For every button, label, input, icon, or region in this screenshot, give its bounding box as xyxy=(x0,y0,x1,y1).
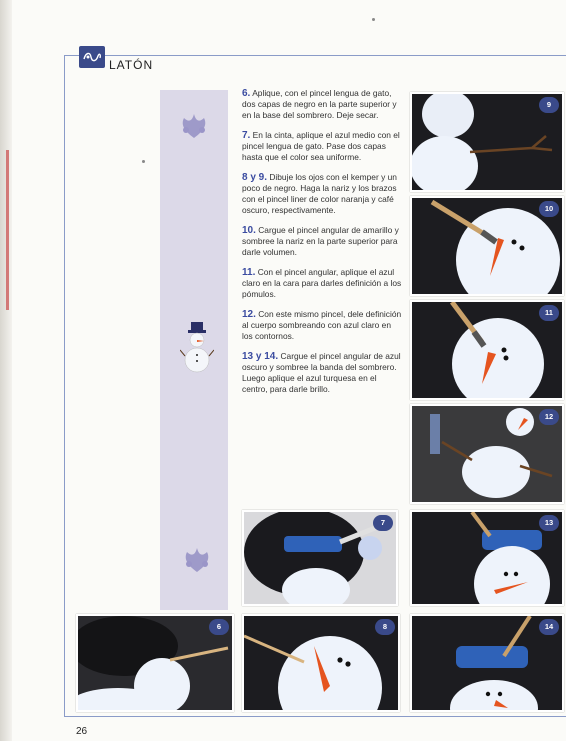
photo-number-badge: 6 xyxy=(209,619,229,635)
step-8-9: 8 y 9. Dibuje los ojos con el kemper y un poco de negro. Haga la nariz y los brazos con el pincel liner de color naranja y café oscuro, respectivamente. xyxy=(242,172,397,215)
page-binding-edge xyxy=(0,0,12,741)
small-snowman-icon xyxy=(180,320,214,386)
photo-number-badge: 11 xyxy=(539,305,559,321)
photo-number-badge: 9 xyxy=(539,97,559,113)
photo-number-badge: 7 xyxy=(373,515,393,531)
page-number: 26 xyxy=(76,726,88,737)
step-11: 11. Con el pincel angular, aplique el azul claro en la cara para darles definición a los pómulos. xyxy=(242,267,402,299)
step-10: 10. Cargue el pincel angular de amarillo y sombree la nariz en la parte superior para darle volumen. xyxy=(242,225,399,257)
frame-bottom-rule xyxy=(64,716,566,717)
fleur-ornament-icon xyxy=(178,540,216,576)
step-photo-10 xyxy=(410,196,564,296)
step-photo-8 xyxy=(242,614,400,712)
step-7: 7. En la cinta, aplique el azul medio con el pincel lengua de gato. Pase dos capas hasta que el color sea uniforme. xyxy=(242,130,400,162)
print-speck xyxy=(372,18,375,21)
step-6: 6. Aplique, con el pincel lengua de gato, dos capas de negro en la parte superior y en la base del sombrero. Deje secar. xyxy=(242,88,397,120)
photo-number-badge: 12 xyxy=(539,409,559,425)
step-photo-6 xyxy=(76,614,234,712)
print-speck xyxy=(142,160,145,163)
step-photo-14 xyxy=(410,614,564,712)
section-title: LATÓN xyxy=(109,58,154,72)
photo-number-badge: 13 xyxy=(539,515,559,531)
instructions-column xyxy=(242,88,402,404)
page-edge-mark xyxy=(6,150,9,310)
frame-left-rule xyxy=(64,56,65,716)
decorative-logo-icon xyxy=(79,46,105,68)
photo-number-badge: 14 xyxy=(539,619,559,635)
photo-number-badge: 10 xyxy=(539,201,559,217)
step-photo-11 xyxy=(410,300,564,400)
step-13-14: 13 y 14. Cargue el pincel angular de azul oscuro y sombree la banda del sombrero. Luego aplique el azul turquesa en el centro, para darle brillo. xyxy=(242,351,401,394)
step-photo-9 xyxy=(410,92,564,192)
fleur-ornament-icon xyxy=(176,108,212,142)
photo-number-badge: 8 xyxy=(375,619,395,635)
frame-top-rule xyxy=(64,55,566,56)
step-photo-12 xyxy=(410,404,564,504)
step-12: 12. Con este mismo pincel, dele definición al cuerpo sombreando con azul claro en los contornos. xyxy=(242,309,402,341)
step-photo-13 xyxy=(410,510,564,606)
step-photo-7 xyxy=(242,510,398,606)
